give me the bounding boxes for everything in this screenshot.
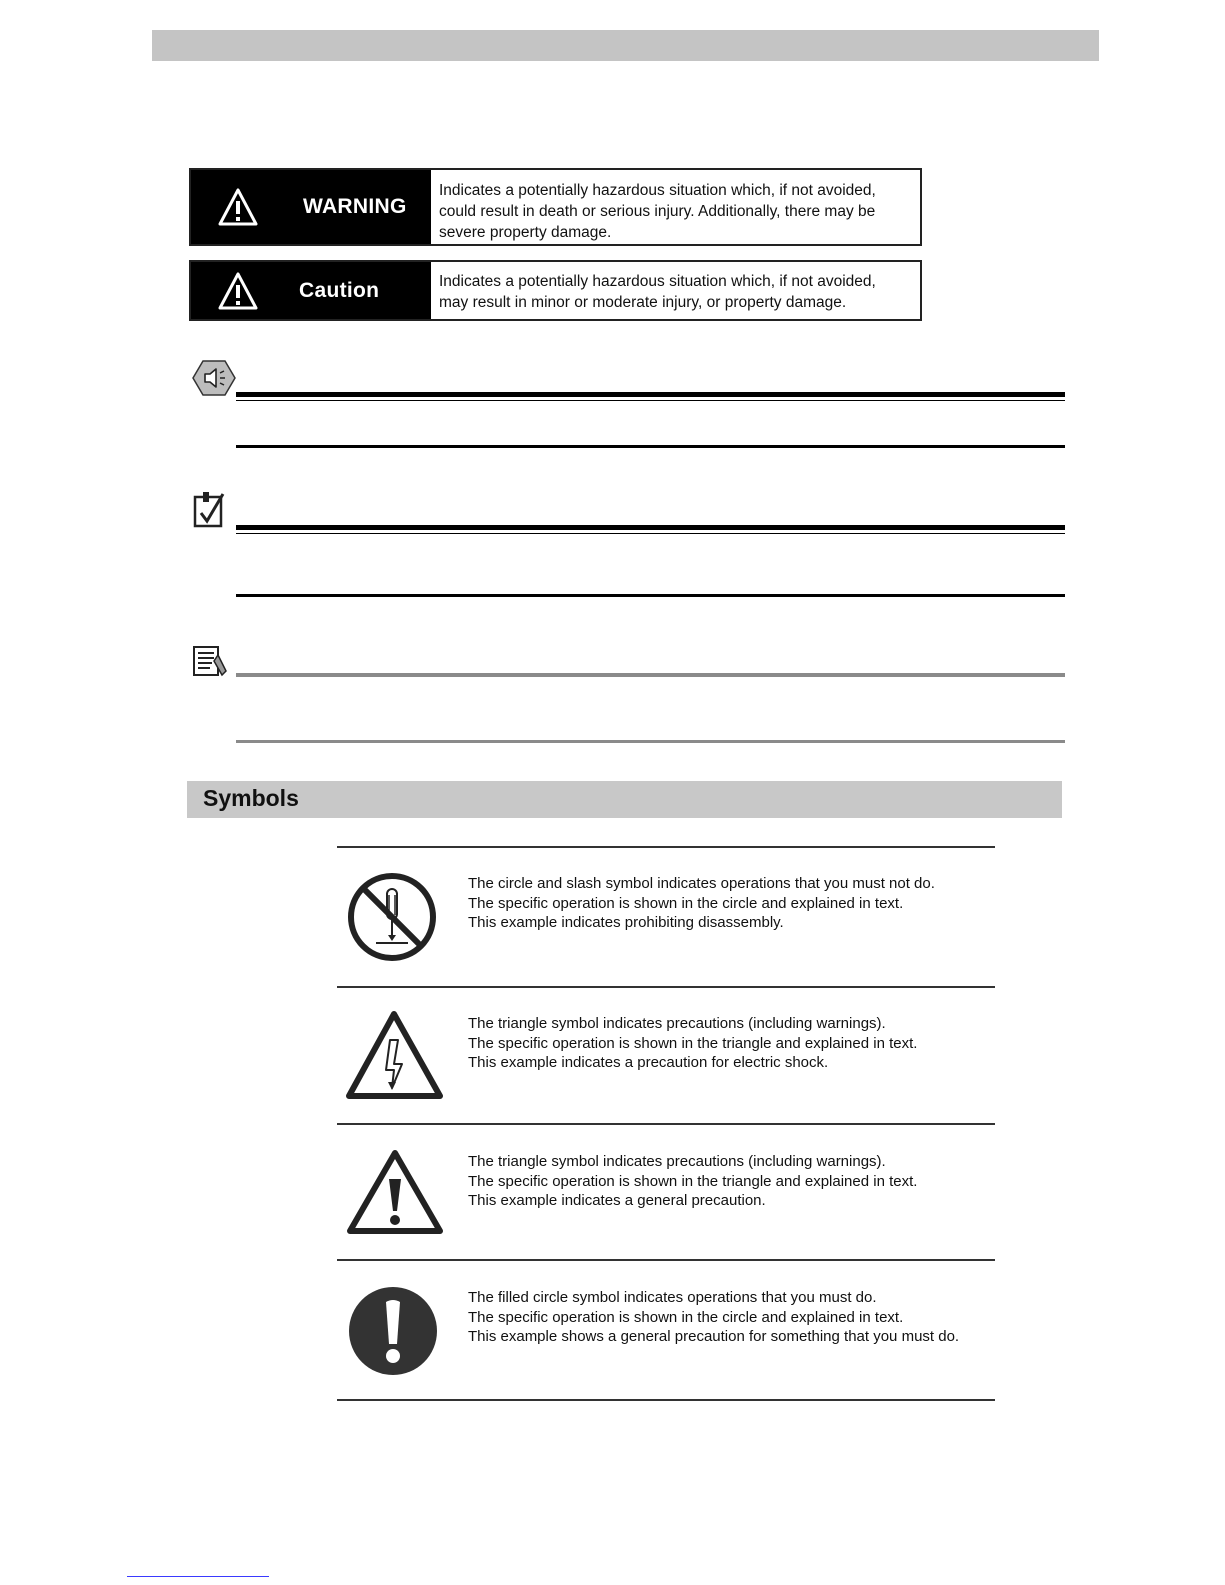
- warning-signal-box: [189, 168, 922, 246]
- symbol-description-line: The triangle symbol indicates precautions (including warnings).: [468, 1153, 886, 1170]
- symbols-table-rule: [337, 1399, 995, 1401]
- page-header-bar: [152, 30, 1099, 61]
- symbol-description-line: The specific operation is shown in the triangle and explained in text.: [468, 1172, 918, 1190]
- symbol-description-line: The specific operation is shown in the circle and explained in text.: [468, 894, 904, 912]
- correct-use-top-thin-rule: [236, 533, 1065, 534]
- symbol-description-line: The specific operation is shown in the triangle and explained in text.: [468, 1034, 918, 1052]
- warning-description-line: severe property damage.: [439, 224, 612, 241]
- symbols-table-rule: [337, 1123, 995, 1125]
- symbol-description-line: The filled circle symbol indicates operations that you must do.: [468, 1289, 877, 1306]
- mandatory-action-icon: [346, 1284, 440, 1378]
- correct-use-bottom-rule: [236, 594, 1065, 597]
- no-disassembly-icon: [346, 871, 438, 963]
- symbol-description-line: This example indicates a general precaution.: [468, 1192, 766, 1209]
- footer-link-underline[interactable]: [127, 1576, 269, 1577]
- warning-description-line: Indicates a potentially hazardous situation which, if not avoided,: [439, 182, 876, 199]
- symbol-description-line: The triangle symbol indicates precautions (including warnings).: [468, 1015, 886, 1032]
- symbols-section-bar: [187, 781, 1062, 818]
- electric-shock-icon: [346, 1010, 446, 1100]
- warning-signal-head: [191, 170, 431, 244]
- caution-description: [431, 262, 884, 319]
- precaution-top-thin-rule: [236, 400, 1065, 401]
- correct-use-top-rule: [236, 525, 1065, 530]
- precautions-correct-use-icon: [192, 491, 228, 529]
- caution-signal-box: [189, 260, 922, 321]
- symbol-description-line: This example shows a general precaution for something that you must do.: [468, 1328, 960, 1345]
- symbol-description-line: The circle and slash symbol indicates operations that you must not do.: [468, 875, 935, 892]
- symbol-description-line: This example indicates a precaution for electric shock.: [468, 1054, 829, 1071]
- precaution-top-rule: [236, 392, 1065, 397]
- precaution-bottom-rule: [236, 445, 1065, 448]
- caution-description-line: may result in minor or moderate injury, or property damage.: [439, 294, 847, 311]
- symbol-description-line: The specific operation is shown in the circle and explained in text.: [468, 1308, 904, 1326]
- warning-description-line: could result in death or serious injury. Additionally, there may be: [439, 203, 876, 220]
- symbol-description-line: This example indicates prohibiting disassembly.: [468, 914, 784, 931]
- additional-info-top-rule: [236, 673, 1065, 677]
- caution-signal-head: [191, 262, 431, 319]
- general-caution-icon: [346, 1149, 444, 1235]
- caution-signal-word: Caution: [299, 278, 380, 302]
- warning-signal-word: WARNING: [303, 195, 407, 218]
- symbols-heading: Symbols: [203, 785, 299, 811]
- symbol-description: [468, 1152, 917, 1211]
- additional-info-bottom-rule: [236, 740, 1065, 743]
- symbols-table-rule: [337, 986, 995, 988]
- symbol-description: [468, 1014, 917, 1073]
- symbols-table-rule: [337, 1259, 995, 1261]
- warning-triangle-icon: [217, 187, 259, 227]
- caution-description-line: Indicates a potentially hazardous situation which, if not avoided,: [439, 273, 876, 290]
- caution-triangle-icon: [217, 271, 259, 311]
- symbol-description: [468, 1288, 959, 1347]
- symbol-description: [468, 874, 935, 933]
- additional-information-icon: [192, 645, 230, 677]
- warning-description: [431, 170, 884, 244]
- precaution-speaker-icon: [192, 359, 236, 397]
- symbols-table-rule: [337, 846, 995, 848]
